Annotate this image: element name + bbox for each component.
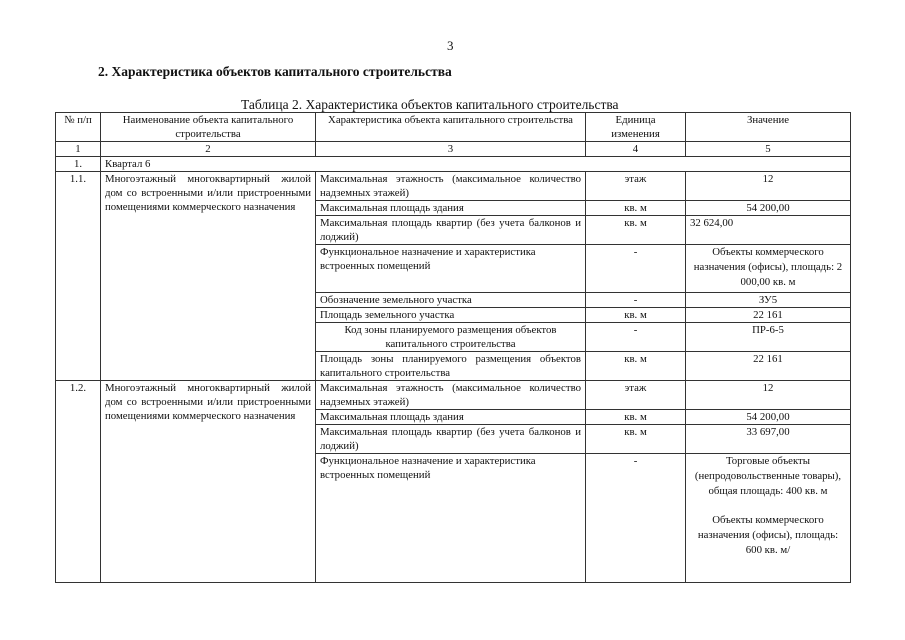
value-cell: ПР-6-5	[686, 323, 851, 352]
unit-cell: кв. м	[586, 308, 686, 323]
unit-cell: -	[586, 245, 686, 293]
characteristic-cell: Код зоны планируемого размещения объектов капитального строительства	[316, 323, 586, 352]
column-number: 3	[316, 142, 586, 157]
characteristic-cell: Функциональное назначение и характеристика встроенных помещений	[316, 454, 586, 583]
value-cell: 12	[686, 381, 851, 410]
unit-cell: кв. м	[586, 216, 686, 245]
table-caption: Таблица 2. Характеристика объектов капитального строительства	[241, 97, 619, 112]
value-text: Торговые объекты (непродовольственные товары), общая площадь: 400 кв. м	[694, 455, 842, 497]
value-cell: 32 624,00	[686, 216, 851, 245]
value-text: Объекты коммерческого назначения (офисы), площадь: 600 кв. м/	[697, 514, 839, 556]
value-cell: ЗУ5	[686, 293, 851, 308]
header-unit: Единица изменения	[586, 113, 686, 142]
unit-cell: кв. м	[586, 410, 686, 425]
characteristics-table	[55, 112, 851, 583]
unit-cell: -	[586, 454, 686, 583]
page-number: 3	[447, 38, 454, 53]
value-cell: 33 697,00	[686, 425, 851, 454]
characteristic-cell: Максимальная площадь квартир (без учета балконов и лоджий)	[316, 425, 586, 454]
table-row	[56, 172, 851, 201]
group-num: 1.	[56, 157, 101, 172]
value-cell: 22 161	[686, 308, 851, 323]
header-name: Наименование объекта капитального строительства	[101, 113, 316, 142]
column-numbers-row	[56, 142, 851, 157]
column-number: 2	[101, 142, 316, 157]
object-name: Многоэтажный многоквартирный жилой дом со встроенными и/или пристроенными помещениями коммерческого назначения	[101, 172, 316, 381]
characteristic-cell: Обозначение земельного участка	[316, 293, 586, 308]
column-number: 4	[586, 142, 686, 157]
header-characteristic: Характеристика объекта капитального строительства	[316, 113, 586, 142]
header-num: № п/п	[56, 113, 101, 142]
characteristic-cell: Максимальная площадь здания	[316, 201, 586, 216]
characteristic-cell: Максимальная этажность (максимальное количество надземных этажей)	[316, 172, 586, 201]
characteristic-cell: Функциональное назначение и характеристика встроенных помещений	[316, 245, 586, 293]
object-name: Многоэтажный многоквартирный жилой дом со встроенными и/или пристроенными помещениями коммерческого назначения	[101, 381, 316, 583]
unit-cell: -	[586, 323, 686, 352]
unit-cell: кв. м	[586, 425, 686, 454]
value-cell: Объекты коммерческого назначения (офисы), площадь: 2 000,00 кв. м	[686, 245, 851, 293]
object-num: 1.1.	[56, 172, 101, 381]
section-title: 2. Характеристика объектов капитального строительства	[98, 64, 452, 79]
characteristic-cell: Площадь земельного участка	[316, 308, 586, 323]
table-header-row	[56, 113, 851, 142]
characteristic-cell: Площадь зоны планируемого размещения объектов капитального строительства	[316, 352, 586, 381]
unit-cell: кв. м	[586, 201, 686, 216]
unit-cell: кв. м	[586, 352, 686, 381]
column-number: 1	[56, 142, 101, 157]
column-number: 5	[686, 142, 851, 157]
header-value: Значение	[686, 113, 851, 142]
value-cell-multi	[686, 454, 851, 583]
characteristic-cell: Максимальная этажность (максимальное количество надземных этажей)	[316, 381, 586, 410]
value-cell: 22 161	[686, 352, 851, 381]
table-row	[56, 381, 851, 410]
characteristic-cell: Максимальная площадь здания	[316, 410, 586, 425]
group-label: Квартал 6	[101, 157, 851, 172]
group-row	[56, 157, 851, 172]
characteristic-cell: Максимальная площадь квартир (без учета балконов и лоджий)	[316, 216, 586, 245]
unit-cell: этаж	[586, 381, 686, 410]
unit-cell: этаж	[586, 172, 686, 201]
value-cell: 54 200,00	[686, 201, 851, 216]
unit-cell: -	[586, 293, 686, 308]
value-cell: 12	[686, 172, 851, 201]
value-cell: 54 200,00	[686, 410, 851, 425]
object-num: 1.2.	[56, 381, 101, 583]
